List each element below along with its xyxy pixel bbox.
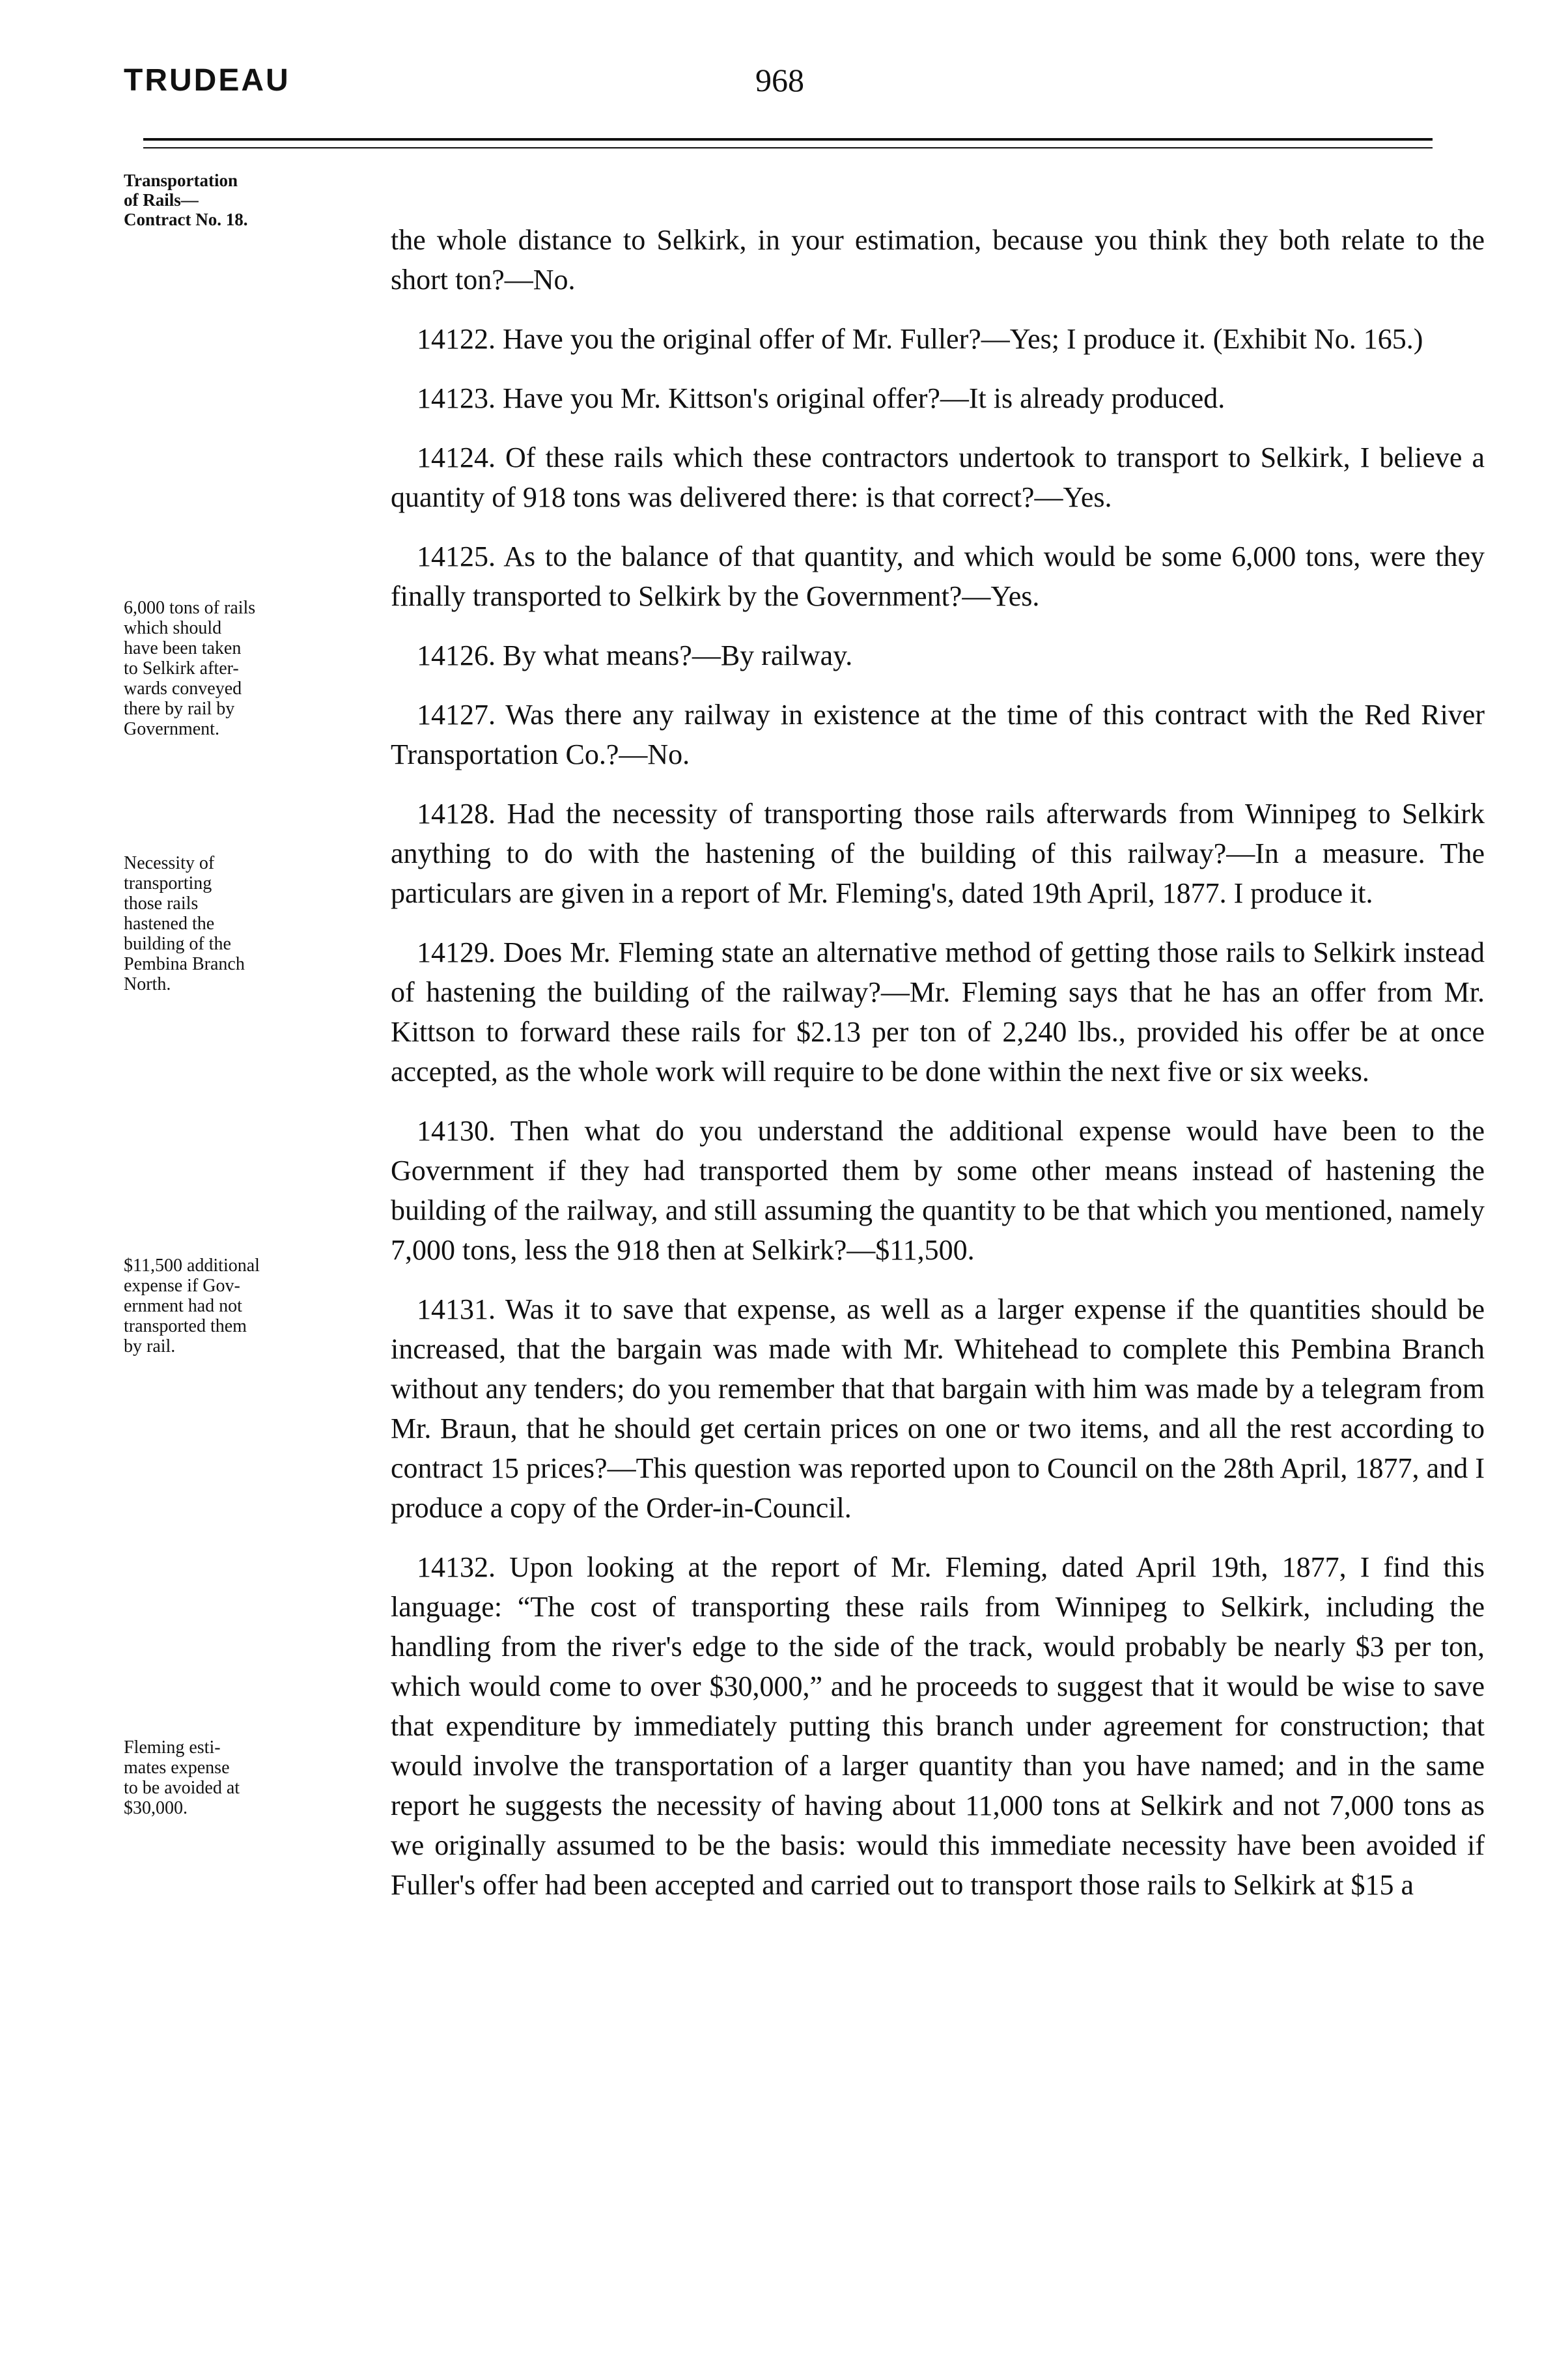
- testimony-paragraph: the whole distance to Selkirk, in your estimation, because you think they both relate to the short ton?—No.: [391, 224, 1485, 296]
- testimony-paragraph: 14127. Was there any railway in existence at the time of this contract with the Red River Transportation Co.?—No.: [391, 699, 1485, 770]
- margin-note: $11,500 additional expense if Gov- ernment had not transported them by rail.: [124, 1256, 260, 1356]
- testimony-paragraph: 14124. Of these rails which these contractors undertook to transport to Selkirk, I believe a quantity of 918 tons was delivered there: is that correct?—Yes.: [391, 442, 1485, 513]
- testimony-paragraph: 14128. Had the necessity of transporting those rails afterwards from Winnipeg to Selkirk anything to do with the hastening of the building of this railway?—In a measure. The particulars are given in a report of Mr. Fleming's, dated 19th April, 1877. I produce it.: [391, 798, 1485, 909]
- running-title: TRUDEAU: [124, 63, 290, 98]
- side-heading-line: of Rails—: [124, 190, 199, 210]
- testimony-paragraph: 14125. As to the balance of that quantity, and which would be some 6,000 tons, were they finally transported to Selkirk by the Government?—Yes.: [391, 541, 1485, 612]
- testimony-paragraph: 14131. Was it to save that expense, as well as a larger expense if the quantities should be increased, that the bargain was made with Mr. Whitehead to complete this Pembina Branch without any tenders; do you remember that that bargain with him was made by a telegram from Mr. Braun, that he should get certain prices on one or two items, and all the rest according to contract 15 prices?—This question was reported upon to Council on the 28th April, 1877, and I produce a copy of the Order-in-Council.: [391, 1293, 1485, 1524]
- side-heading: [124, 171, 247, 229]
- margin-note: 6,000 tons of rails which should have been taken to Selkirk after- wards conveyed there by rail by Government.: [124, 598, 256, 739]
- header-rule-thin: [143, 147, 1433, 148]
- testimony-paragraph: 14132. Upon looking at the report of Mr. Fleming, dated April 19th, 1877, I find this language: “The cost of transporting these rails from Winnipeg to Selkirk, including the handling from the river's edge to the side of the track, would probably be nearly $3 per ton, which would come to over $30,000,” and he proceeds to suggest that it would be wise to save that expenditure by immediately putting this branch under agreement for construction; that would involve the transportation of a larger quantity than you have named; and in the same report he suggests the necessity of having about 11,000 tons at Selkirk and not 7,000 tons as we originally assumed to be the basis: would this immediate necessity have been avoided if Fuller's offer had been accepted and carried out to transport those rails to Selkirk at $15 a: [391, 1551, 1485, 1901]
- margin-note: Necessity of transporting those rails hastened the building of the Pembina Branch North.: [124, 853, 245, 994]
- testimony-paragraph: 14126. By what means?—By railway.: [417, 639, 853, 671]
- header-rule: [143, 138, 1433, 141]
- page-number: 968: [755, 62, 804, 98]
- testimony-paragraph: 14129. Does Mr. Fleming state an alternative method of getting those rails to Selkirk instead of hastening the building of the railway?—Mr. Fleming says that he has an offer from Mr. Kittson to forward these rails for $2.13 per ton of 2,240 lbs., provided his offer be at once accepted, as the whole work will require to be done within the next five or six weeks.: [391, 936, 1485, 1088]
- testimony-body: [391, 220, 1485, 1924]
- testimony-paragraph: 14123. Have you Mr. Kittson's original offer?—It is already produced.: [417, 382, 1225, 414]
- side-heading-line: Transportation: [124, 171, 238, 190]
- testimony-paragraph: 14122. Have you the original offer of Mr. Fuller?—Yes; I produce it. (Exhibit No. 165.): [417, 323, 1423, 355]
- testimony-paragraph: 14130. Then what do you understand the additional expense would have been to the Government if they had transported them by some other means instead of hastening the building of the railway, and still assuming the quantity to be that which you mentioned, namely 7,000 tons, less the 918 then at Selkirk?—$11,500.: [391, 1115, 1485, 1266]
- side-heading-line: Contract No. 18.: [124, 210, 248, 229]
- margin-note: Fleming esti- mates expense to be avoided at $30,000.: [124, 1737, 240, 1818]
